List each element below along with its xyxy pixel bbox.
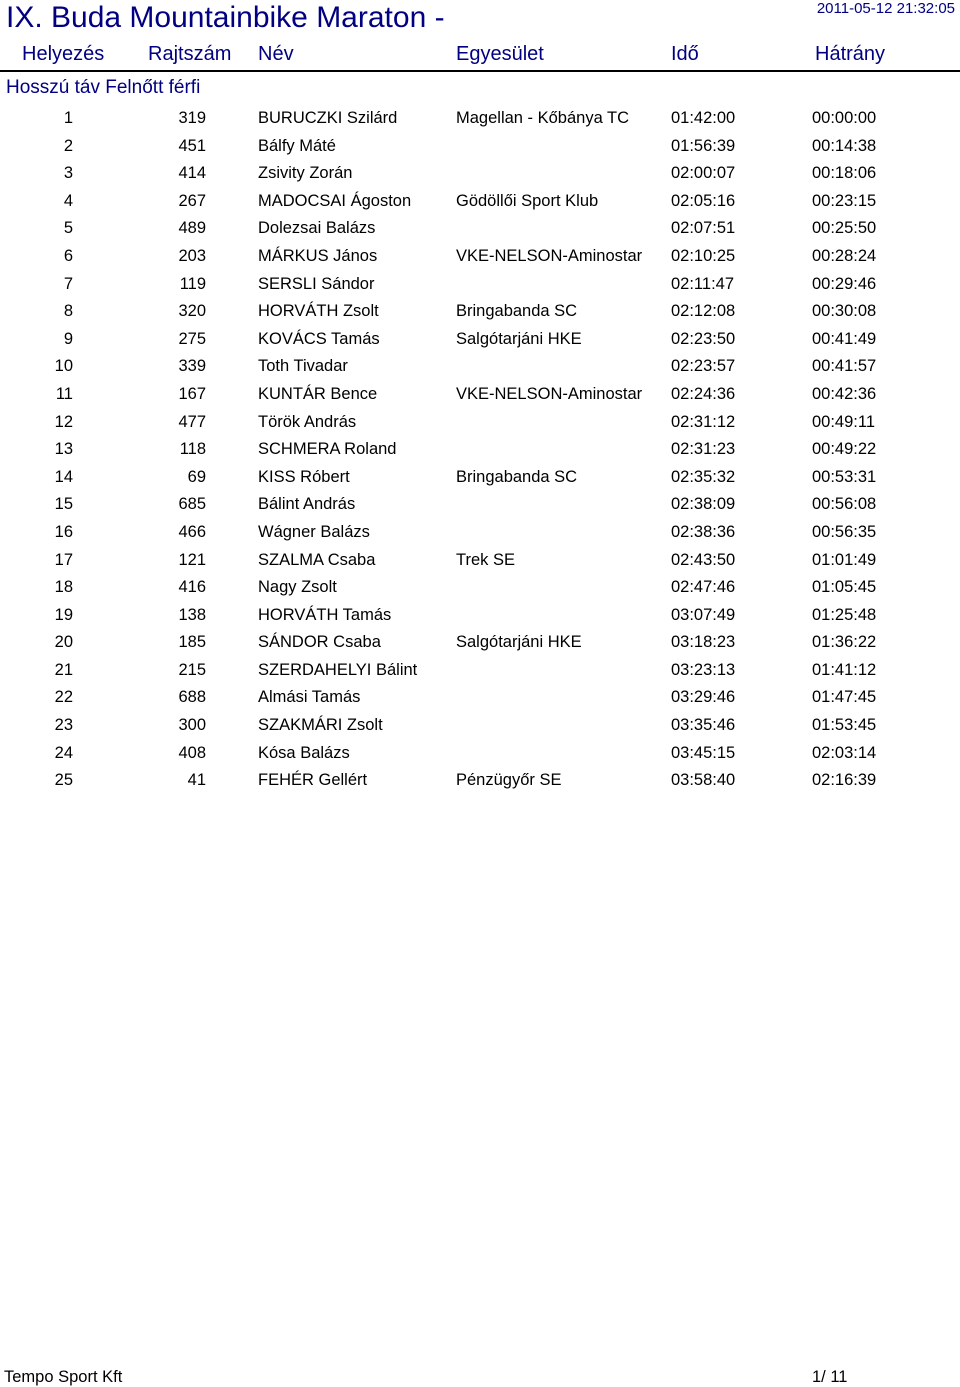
cell-gap: 02:03:14 <box>812 743 877 762</box>
table-row <box>0 435 960 463</box>
cell-time: 02:31:23 <box>671 440 736 459</box>
cell-bib: 215 <box>178 660 206 679</box>
cell-bib: 408 <box>178 743 206 762</box>
cell-position: 24 <box>54 743 73 762</box>
cell-gap: 01:47:45 <box>812 688 877 707</box>
table-row <box>0 766 960 794</box>
table-row <box>0 656 960 684</box>
cell-club: Salgótarjáni HKE <box>456 633 582 652</box>
cell-bib: 267 <box>178 191 206 210</box>
cell-name: Bálfy Máté <box>258 136 336 155</box>
cell-time: 02:43:50 <box>671 550 736 569</box>
cell-name: Toth Tivadar <box>258 357 348 376</box>
table-row <box>0 601 960 629</box>
cell-time: 02:35:32 <box>671 467 736 486</box>
cell-time: 02:31:12 <box>671 412 736 431</box>
cell-position: 7 <box>63 274 73 293</box>
cell-position: 25 <box>54 771 73 790</box>
cell-gap: 00:42:36 <box>812 384 877 403</box>
cell-gap: 00:30:08 <box>812 302 877 321</box>
cell-name: SÁNDOR Csaba <box>258 633 381 652</box>
cell-time: 03:07:49 <box>671 605 736 624</box>
cell-bib: 451 <box>178 136 206 155</box>
cell-name: HORVÁTH Zsolt <box>258 302 379 321</box>
cell-club: VKE-NELSON-Aminostar <box>456 246 643 265</box>
header-position: Helyezés <box>22 43 105 65</box>
cell-time: 03:29:46 <box>671 688 736 707</box>
cell-name: Bálint András <box>258 495 356 514</box>
cell-club: Bringabanda SC <box>456 467 578 486</box>
cell-gap: 00:23:15 <box>812 191 877 210</box>
cell-bib: 275 <box>178 329 206 348</box>
table-row <box>0 490 960 518</box>
cell-gap: 00:18:06 <box>812 164 877 183</box>
cell-position: 10 <box>54 357 73 376</box>
cell-gap: 00:56:35 <box>812 522 877 541</box>
header-bib: Rajtszám <box>148 43 232 65</box>
cell-bib: 339 <box>178 357 206 376</box>
cell-position: 6 <box>63 246 73 265</box>
cell-gap: 01:36:22 <box>812 633 877 652</box>
cell-gap: 00:25:50 <box>812 219 877 238</box>
table-row <box>0 159 960 187</box>
cell-gap: 00:53:31 <box>812 467 877 486</box>
cell-gap: 00:14:38 <box>812 136 877 155</box>
cell-time: 02:11:47 <box>671 274 735 293</box>
cell-club: Pénzügyőr SE <box>456 771 562 790</box>
cell-position: 15 <box>54 495 73 514</box>
cell-name: Wágner Balázs <box>258 522 370 541</box>
table-row <box>0 739 960 767</box>
cell-name: MADOCSAI Ágoston <box>258 191 412 210</box>
cell-gap: 00:49:22 <box>812 440 877 459</box>
cell-bib: 416 <box>178 578 206 597</box>
category-title: Hosszú táv Felnőtt férfi <box>6 77 201 98</box>
cell-position: 18 <box>54 578 73 597</box>
cell-time: 03:58:40 <box>671 771 736 790</box>
cell-bib: 319 <box>178 109 206 127</box>
cell-bib: 688 <box>178 688 206 707</box>
table-header <box>0 40 960 72</box>
cell-name: SZALMA Csaba <box>258 550 376 569</box>
table-row <box>0 573 960 601</box>
table-row <box>0 325 960 353</box>
table-row <box>0 463 960 491</box>
cell-time: 02:47:46 <box>671 578 736 597</box>
cell-position: 2 <box>63 136 73 155</box>
cell-bib: 414 <box>178 164 206 183</box>
table-row <box>0 104 960 132</box>
cell-name: KISS Róbert <box>258 467 350 486</box>
cell-bib: 466 <box>178 522 206 541</box>
cell-name: Nagy Zsolt <box>258 578 337 597</box>
cell-time: 02:38:36 <box>671 522 736 541</box>
cell-bib: 167 <box>178 384 206 403</box>
cell-bib: 203 <box>178 246 206 265</box>
footer-company: Tempo Sport Kft <box>4 1368 123 1386</box>
cell-time: 01:42:00 <box>671 109 736 127</box>
cell-name: Török András <box>258 412 357 431</box>
cell-time: 01:56:39 <box>671 136 736 155</box>
cell-bib: 489 <box>178 219 206 238</box>
cell-bib: 119 <box>179 274 206 293</box>
cell-name: HORVÁTH Tamás <box>258 605 392 624</box>
cell-gap: 01:05:45 <box>812 578 877 597</box>
cell-gap: 00:41:57 <box>812 357 877 376</box>
cell-name: KOVÁCS Tamás <box>258 329 380 348</box>
cell-position: 8 <box>63 302 73 321</box>
cell-position: 22 <box>54 688 73 707</box>
print-timestamp: 2011-05-12 21:32:05 <box>816 0 955 17</box>
footer-page-number: 1/ 11 <box>812 1368 848 1386</box>
cell-name: SCHMERA Roland <box>258 440 397 459</box>
cell-time: 02:23:57 <box>671 357 736 376</box>
cell-name: SZAKMÁRI Zsolt <box>258 716 383 735</box>
cell-gap: 01:41:12 <box>812 660 877 679</box>
cell-position: 12 <box>54 412 73 431</box>
cell-time: 02:00:07 <box>671 164 736 183</box>
cell-gap: 01:53:45 <box>812 716 877 735</box>
cell-bib: 69 <box>187 467 206 486</box>
cell-name: Almási Tamás <box>258 688 361 707</box>
cell-bib: 121 <box>178 550 206 569</box>
cell-time: 03:23:13 <box>671 660 736 679</box>
cell-gap: 00:41:49 <box>812 329 877 348</box>
cell-name: BURUCZKI Szilárd <box>258 109 398 127</box>
header-club: Egyesület <box>456 43 544 65</box>
cell-time: 03:18:23 <box>671 633 736 652</box>
cell-gap: 00:28:24 <box>812 246 877 265</box>
cell-gap: 00:49:11 <box>812 412 876 431</box>
cell-position: 3 <box>63 164 73 183</box>
cell-club: Gödöllői Sport Klub <box>456 191 599 210</box>
cell-position: 9 <box>63 329 73 348</box>
cell-position: 19 <box>54 605 73 624</box>
cell-bib: 320 <box>178 302 206 321</box>
page-title: IX. Buda Mountainbike Maraton - <box>6 1 445 34</box>
cell-time: 02:10:25 <box>671 246 736 265</box>
cell-club: Magellan - Kőbánya TC <box>456 109 630 127</box>
cell-position: 16 <box>54 522 73 541</box>
cell-gap: 00:56:08 <box>812 495 877 514</box>
cell-time: 03:35:46 <box>671 716 736 735</box>
cell-name: Kósa Balázs <box>258 743 350 762</box>
cell-position: 20 <box>54 633 73 652</box>
table-row <box>0 270 960 298</box>
cell-name: Zsivity Zorán <box>258 164 353 183</box>
table-row <box>0 711 960 739</box>
table-row <box>0 187 960 215</box>
cell-position: 4 <box>63 191 73 210</box>
cell-bib: 477 <box>178 412 206 431</box>
cell-time: 02:38:09 <box>671 495 736 514</box>
header-gap: Hátrány <box>815 43 886 65</box>
cell-time: 02:07:51 <box>671 219 736 238</box>
cell-time: 02:24:36 <box>671 384 736 403</box>
cell-club: Bringabanda SC <box>456 302 578 321</box>
cell-bib: 685 <box>178 495 206 514</box>
cell-position: 23 <box>54 716 73 735</box>
cell-club: Salgótarjáni HKE <box>456 329 582 348</box>
cell-time: 03:45:15 <box>671 743 736 762</box>
table-row <box>0 214 960 242</box>
cell-bib: 118 <box>179 440 206 459</box>
table-row <box>0 628 960 656</box>
cell-time: 02:05:16 <box>671 191 736 210</box>
cell-name: MÁRKUS János <box>258 246 378 265</box>
cell-name: KUNTÁR Bence <box>258 384 378 403</box>
table-row <box>0 683 960 711</box>
cell-name: Dolezsai Balázs <box>258 219 376 238</box>
cell-name: SZERDAHELYI Bálint <box>258 660 418 679</box>
cell-club: VKE-NELSON-Aminostar <box>456 384 643 403</box>
table-row <box>0 132 960 160</box>
cell-position: 14 <box>54 467 73 486</box>
table-row <box>0 546 960 574</box>
cell-bib: 300 <box>178 716 206 735</box>
cell-club: Trek SE <box>456 550 515 569</box>
cell-gap: 00:29:46 <box>812 274 877 293</box>
cell-position: 5 <box>63 219 73 238</box>
cell-bib: 185 <box>178 633 206 652</box>
cell-gap: 01:01:49 <box>812 550 877 569</box>
header-time: Idő <box>671 43 699 65</box>
results-table <box>0 104 960 794</box>
cell-gap: 02:16:39 <box>812 771 877 790</box>
table-row <box>0 352 960 380</box>
cell-name: FEHÉR Gellért <box>258 771 368 790</box>
cell-name: SERSLI Sándor <box>258 274 375 293</box>
header-name: Név <box>258 43 294 65</box>
table-row <box>0 408 960 436</box>
cell-gap: 00:00:00 <box>812 109 877 127</box>
cell-bib: 41 <box>187 771 206 790</box>
table-row <box>0 518 960 546</box>
cell-position: 13 <box>54 440 73 459</box>
cell-position: 1 <box>63 109 73 127</box>
cell-position: 21 <box>54 660 73 679</box>
cell-position: 17 <box>54 550 73 569</box>
cell-bib: 138 <box>178 605 206 624</box>
table-row <box>0 242 960 270</box>
table-row <box>0 380 960 408</box>
cell-position: 11 <box>55 384 73 403</box>
table-row <box>0 297 960 325</box>
cell-time: 02:23:50 <box>671 329 736 348</box>
cell-gap: 01:25:48 <box>812 605 877 624</box>
cell-time: 02:12:08 <box>671 302 736 321</box>
